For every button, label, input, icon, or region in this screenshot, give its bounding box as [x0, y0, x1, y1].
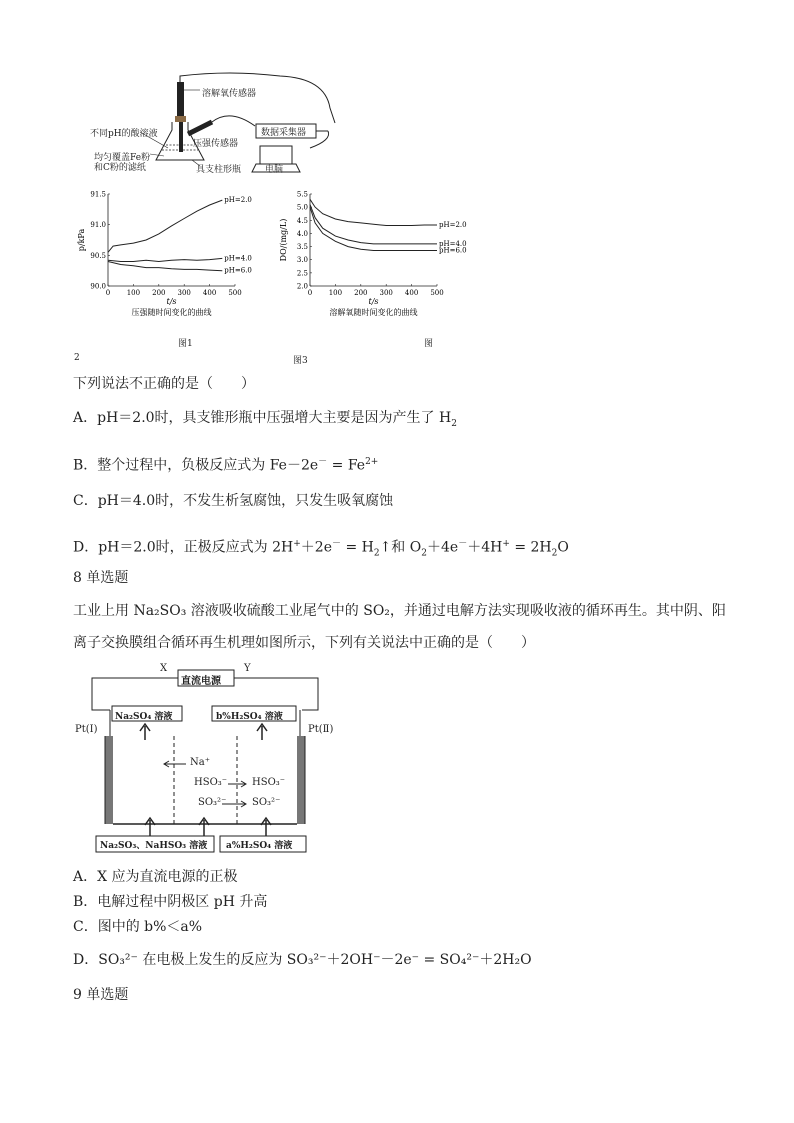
filter-paper-label-2: 和C粉的滤纸	[94, 163, 146, 173]
hso3-left-label: HSO₃⁻	[194, 777, 228, 788]
do-sensor-rod	[177, 82, 184, 118]
data-collector-label: 数据采集器	[261, 128, 307, 138]
y-tick-label: 4.0	[296, 229, 308, 238]
y-tick-label: 91.5	[90, 190, 106, 199]
chart-title: 溶解氧随时间变化的曲线	[329, 308, 418, 317]
x-tick-label: 200	[354, 289, 368, 297]
series-label: pH=2.0	[224, 196, 252, 205]
series-label: pH=4.0	[439, 239, 467, 248]
pressure-sensor-label: 压强传感器	[193, 139, 239, 149]
up-arrow-icon	[145, 818, 155, 836]
stopper	[175, 116, 186, 122]
so3-right-label: SO₃²⁻	[252, 797, 281, 808]
flask-label: 具支柱形瓶	[196, 165, 242, 175]
pressure-chart	[70, 186, 270, 346]
q8-option-a: A．X 应为直流电源的正极	[73, 869, 238, 885]
y-tick-label: 90.5	[90, 251, 106, 260]
series-label: pH=4.0	[224, 254, 252, 263]
q7-option-d: D．pH＝2.0时，正极反应式为 $2H^++2e^- = H_2↑$和 $O_2+4e^-+4H^+ = 2H_2O$	[73, 539, 569, 559]
hso3-right-label: HSO₃⁻	[252, 777, 286, 788]
left-electrode-label: Pt(Ⅰ)	[75, 724, 98, 735]
filter-paper-label-1: 均匀覆盖Fe粉	[94, 153, 151, 163]
series-label: pH=2.0	[439, 221, 467, 230]
pressure-sensor	[188, 122, 212, 134]
do-chart	[272, 186, 472, 346]
left-input-label: Na₂SO₃、NaHSO₃ 溶液	[100, 841, 208, 851]
terminal-y: Y	[244, 663, 251, 674]
left-output-label: Na₂SO₄ 溶液	[115, 712, 173, 722]
q8-stem-line-2: 离子交换膜组合循环再生机理如图所示，下列有关说法中正确的是（ ）	[73, 635, 535, 651]
x-tick-label: 500	[228, 289, 242, 297]
y-tick-label: 2.0	[296, 282, 308, 291]
x-tick-label: 400	[404, 289, 419, 297]
x-axis-label: t/s	[166, 297, 177, 306]
so3-left-label: SO₃²⁻	[198, 797, 227, 808]
q8-option-d: D．SO₃²⁻ 在电极上发生的反应为 SO₃²⁻＋2OH⁻－2e⁻ = SO₄²⁻＋2H₂O	[73, 952, 532, 968]
y-tick-label: 4.5	[296, 216, 308, 225]
power-supply-label: 直流电源	[181, 676, 221, 687]
x-axis-label: t/s	[368, 297, 379, 306]
x-tick-label: 100	[328, 289, 343, 297]
series-line	[108, 262, 222, 271]
figure-1-caption: 图1	[178, 339, 193, 349]
y-tick-label: 5.5	[296, 190, 308, 199]
chart-title: 压强随时间变化的曲线	[131, 308, 212, 317]
x-tick-label: 300	[177, 289, 191, 297]
series-line	[310, 199, 437, 225]
q7-option-a: A．pH＝2.0时，具支锥形瓶中压强增大主要是因为产生了 $H_2$	[73, 410, 457, 429]
series-label: pH=6.0	[439, 246, 467, 255]
x-tick-label: 0	[105, 289, 111, 297]
y-axis-label: p/kPa	[77, 228, 86, 252]
electrode-right	[297, 736, 305, 824]
q8-stem-line-1: 工业上用 Na₂SO₃ 溶液吸收硫酸工业尾气中的 SO₂，并通过电解方法实现吸收液的循环再生。其中阴、阳	[73, 603, 726, 619]
q7-option-c: C．pH＝4.0时，不发生析氢腐蚀，只发生吸氧腐蚀	[73, 493, 394, 509]
q8-option-b: B．电解过程中阴极区 pH 升高	[73, 894, 268, 910]
figure-right-label: 图	[424, 339, 434, 349]
na-ion-label: Na⁺	[190, 757, 210, 768]
y-tick-label: 90.0	[90, 282, 106, 291]
figure-3-caption: 图3	[293, 356, 308, 366]
right-output-label: b%H₂SO₄ 溶液	[216, 712, 283, 722]
na-arrow-icon	[164, 761, 186, 767]
up-arrow-icon	[199, 818, 209, 836]
right-input-label: a%H₂SO₄ 溶液	[226, 841, 293, 851]
right-electrode-label: Pt(Ⅱ)	[308, 724, 334, 735]
y-tick-label: 3.5	[296, 243, 308, 252]
acid-solution-label: 不同pH的酸溶液	[90, 129, 158, 139]
q7-stem: 下列说法不正确的是（ ）	[73, 376, 255, 392]
series-label: pH=6.0	[224, 266, 252, 275]
q7-option-b: B．整个过程中，负极反应式为 $Fe-2e^- = Fe^{2+}$	[73, 457, 379, 474]
up-arrow-icon	[261, 818, 271, 836]
electrolysis-diagram	[90, 660, 350, 856]
x-tick-label: 500	[430, 289, 444, 297]
figure-2-label: 2	[74, 353, 80, 363]
up-arrow-icon	[140, 724, 150, 740]
x-tick-label: 0	[307, 289, 313, 297]
series-line	[108, 200, 222, 252]
y-axis-label: DO/(mg/L)	[279, 218, 288, 262]
x-tick-label: 300	[379, 289, 393, 297]
terminal-x: X	[160, 663, 168, 674]
x-tick-label: 400	[202, 289, 217, 297]
q8-heading: 8 单选题	[73, 570, 129, 586]
y-tick-label: 5.0	[296, 203, 308, 212]
q9-heading: 9 单选题	[73, 987, 129, 1003]
x-tick-label: 100	[126, 289, 141, 297]
series-line	[108, 258, 222, 261]
computer-label: 电脑	[265, 165, 284, 175]
y-tick-label: 2.5	[296, 269, 308, 278]
electrode-left	[105, 736, 113, 824]
x-tick-label: 200	[152, 289, 166, 297]
do-sensor-label: 溶解氧传感器	[202, 89, 257, 99]
y-tick-label: 3.0	[296, 256, 308, 265]
up-arrow-icon	[257, 724, 267, 740]
y-tick-label: 91.0	[90, 221, 106, 230]
q8-option-c: C．图中的 b%＜a%	[73, 919, 203, 935]
